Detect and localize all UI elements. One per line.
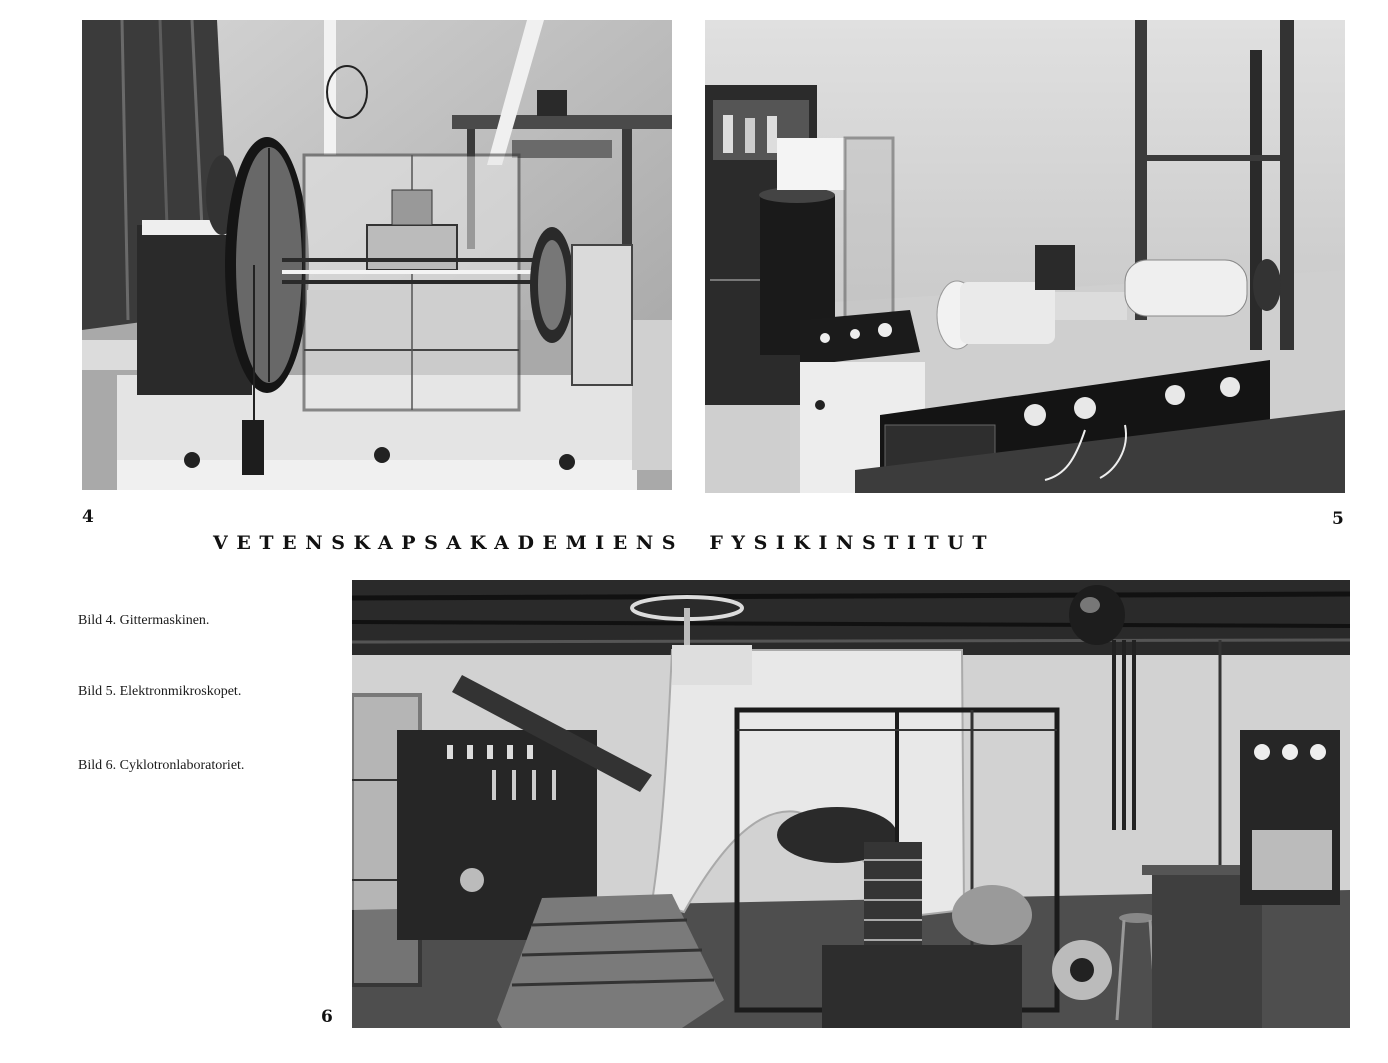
ceiling [352, 580, 1350, 655]
figure-number-5: 5 [1332, 509, 1344, 529]
figure-number-4: 4 [82, 507, 94, 527]
photo-gittermaskinen-image [82, 20, 672, 490]
photo-elektronmikroskopet-image [705, 20, 1345, 493]
photo-cyklotronlaboratoriet [352, 580, 1350, 1028]
grating-disc [225, 137, 309, 393]
caption-bild-6: Bild 6. Cyklotronlaboratoriet. [78, 758, 245, 773]
page-title: VETENSKAPSAKADEMIENS FYSIKINSTITUT [213, 532, 996, 554]
figure-number-6: 6 [321, 1007, 333, 1027]
label-board [777, 138, 845, 190]
caption-bild-5: Bild 5. Elektronmikroskopet. [78, 684, 242, 699]
bearing-block [572, 245, 632, 385]
photo-gittermaskinen [82, 20, 672, 490]
caption-bild-4: Bild 4. Gittermaskinen. [78, 613, 210, 628]
drive-wheel [530, 227, 574, 343]
dome-lamp [1069, 585, 1125, 645]
glass-cabinet [845, 138, 893, 318]
coil-stack [864, 842, 922, 952]
right-cabinet [1240, 730, 1340, 905]
photo-elektronmikroskopet [705, 20, 1345, 493]
photo-cyklotronlaboratoriet-image [352, 580, 1350, 1028]
